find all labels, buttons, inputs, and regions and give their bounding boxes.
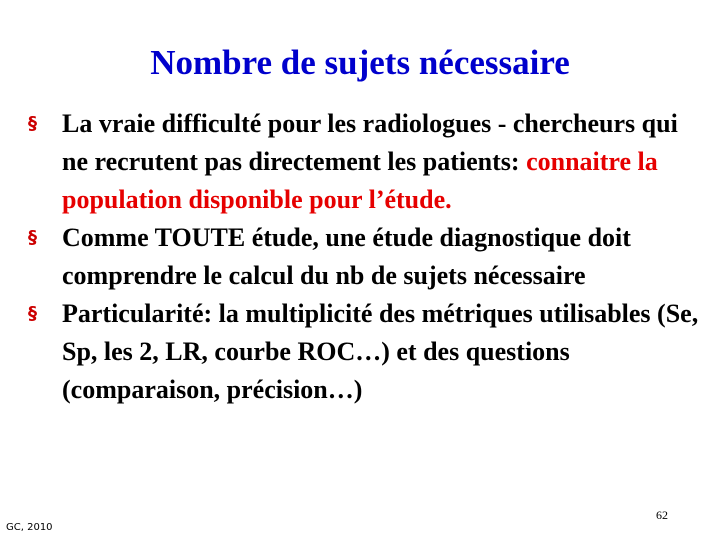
bullet-highlight-text: connaitre la population disponible pour l’étude. — [62, 147, 658, 214]
bullet-item — [28, 219, 708, 295]
slide-title: Nombre de sujets nécessaire — [150, 43, 570, 82]
bullet-text: La vraie difficulté pour les radiologues - chercheurs qui ne recrutent pas directement les patients: — [62, 109, 678, 176]
bullet-item — [28, 105, 708, 219]
bullet-list — [28, 105, 708, 409]
bullet-marker-icon: § — [28, 303, 37, 324]
page-number: 62 — [656, 508, 668, 522]
footer-author-year: GC, 2010 — [6, 522, 53, 533]
bullet-marker-icon: § — [28, 113, 37, 134]
bullet-text: Comme TOUTE étude, une étude diagnostique doit comprendre le calcul du nb de sujets nécessaire — [62, 223, 631, 290]
bullet-item — [28, 295, 708, 409]
bullet-marker-icon: § — [28, 227, 37, 248]
bullet-text: Particularité: la multiplicité des métriques utilisables (Se, Sp, les 2, LR, courbe ROC…) et des questions (comparaison, précision…) — [62, 299, 699, 404]
